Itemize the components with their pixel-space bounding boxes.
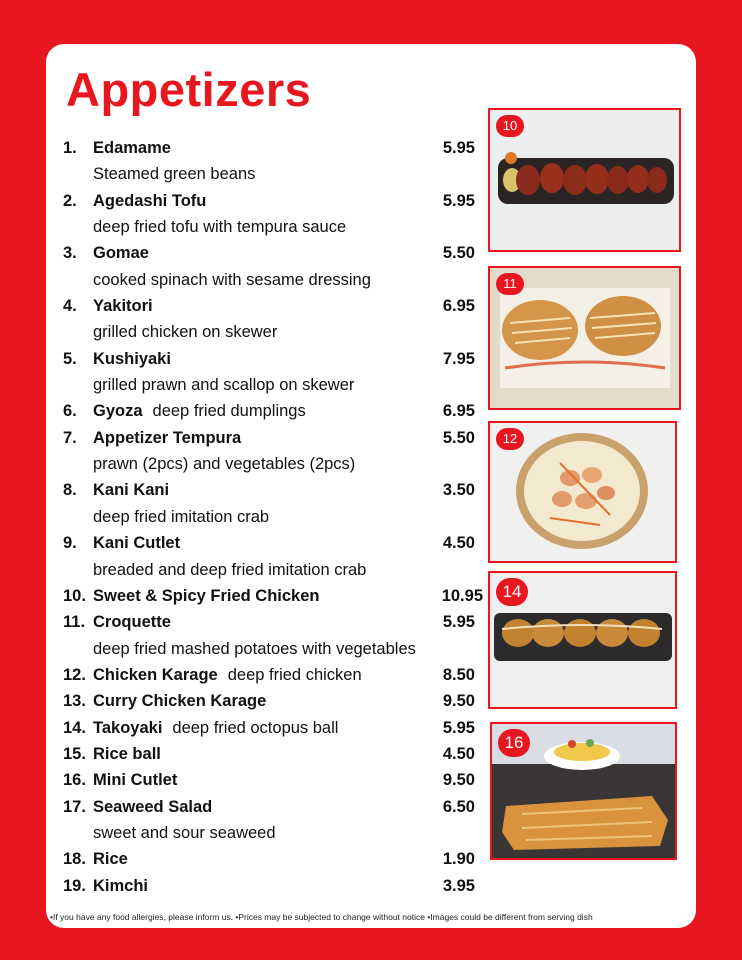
- menu-item-name-text: Croquette: [93, 613, 171, 632]
- menu-item-price: 5.95: [442, 613, 475, 632]
- menu-item-number: 1.: [63, 139, 77, 157]
- menu-item: [63, 741, 483, 767]
- menu-item: [63, 293, 483, 319]
- menu-item: [63, 846, 483, 872]
- menu-item-number: 12.: [63, 665, 86, 684]
- menu-item-name-text: Kani Kani: [93, 481, 170, 500]
- menu-item-description-line: [63, 636, 483, 662]
- menu-item-description-line: [63, 820, 483, 846]
- menu-item: [63, 715, 483, 741]
- photo-11: [488, 266, 681, 410]
- menu-item-name-text: Yakitori: [93, 297, 153, 316]
- menu-list: [63, 135, 483, 899]
- photo-14: [488, 571, 677, 709]
- menu-item-description: deep fried imitation crab: [93, 507, 270, 526]
- menu-item-name: [93, 767, 177, 793]
- menu-item-description: deep fried octopus ball: [172, 718, 339, 737]
- menu-item-name: [93, 741, 161, 767]
- menu-item-number: 6.: [63, 402, 77, 421]
- menu-item-name: [93, 240, 149, 266]
- menu-item-number: 2.: [63, 191, 77, 210]
- photo-badge-16: 16: [498, 729, 530, 757]
- menu-item-price: 5.50: [442, 244, 475, 263]
- menu-item: [63, 662, 483, 688]
- menu-item-number: 7.: [63, 428, 77, 447]
- photo-badge-12: 12: [496, 428, 524, 450]
- menu-item-price: 7.95: [442, 349, 475, 368]
- menu-item: [63, 398, 483, 424]
- menu-item-name-text: Rice: [93, 850, 128, 869]
- menu-item-name-text: Edamame: [93, 139, 171, 157]
- menu-item-description-line: [63, 161, 483, 187]
- menu-item: [63, 794, 483, 820]
- menu-item-description-line: [63, 267, 483, 293]
- menu-item-number: 13.: [63, 692, 86, 711]
- menu-item-name-text: Kushiyaki: [93, 349, 171, 368]
- menu-card: [46, 44, 696, 928]
- menu-item-number: 5.: [63, 349, 77, 368]
- menu-item-description-line: [63, 319, 483, 345]
- menu-item-description-line: [63, 372, 483, 398]
- menu-item-number: 18.: [63, 850, 86, 869]
- menu-item-name-text: Kani Cutlet: [93, 534, 181, 553]
- menu-item-number: 3.: [63, 244, 77, 263]
- menu-item-description-line: [63, 557, 483, 583]
- menu-item-description: sweet and sour seaweed: [93, 823, 276, 842]
- menu-item-number: 10.: [63, 586, 86, 605]
- menu-item-name: [93, 398, 306, 424]
- menu-item-name-text: Seaweed Salad: [93, 797, 213, 816]
- menu-item-description-line: [63, 504, 483, 530]
- menu-item-name-text: Mini Cutlet: [93, 771, 178, 790]
- menu-item: [63, 583, 483, 609]
- menu-item-name: [93, 715, 338, 741]
- menu-item-name-text: Chicken Karage: [93, 665, 218, 684]
- menu-item-number: 9.: [63, 534, 77, 553]
- footer-note: •If you have any food allergies, please inform us. •Prices may be subjected to change without notice •Images could be different from serving dish: [50, 912, 593, 922]
- menu-item-number: 15.: [63, 744, 86, 763]
- menu-item-name: [93, 794, 212, 820]
- menu-item-number: 17.: [63, 797, 86, 816]
- menu-item-price: 1.90: [442, 850, 475, 869]
- menu-item-price: 6.95: [442, 402, 475, 421]
- photo-badge-14: 14: [496, 578, 528, 606]
- menu-item: [63, 477, 483, 503]
- menu-item-number: 19.: [63, 876, 86, 895]
- menu-item: [63, 425, 483, 451]
- menu-item-price: 9.50: [442, 771, 475, 790]
- menu-item-description: deep fried mashed potatoes with vegetables: [93, 639, 416, 658]
- menu-item: [63, 609, 483, 635]
- menu-item-number: 8.: [63, 481, 77, 500]
- menu-item-name: [93, 135, 171, 161]
- menu-item-price: 8.50: [442, 665, 475, 684]
- menu-item-price: 6.95: [442, 297, 475, 316]
- menu-item-name-text: Takoyaki: [93, 718, 163, 737]
- menu-item-number: 4.: [63, 297, 77, 316]
- menu-item-name: [93, 188, 206, 214]
- menu-item-description-line: [63, 451, 483, 477]
- menu-item-name-text: Appetizer Tempura: [93, 428, 242, 447]
- menu-item-name-text: Sweet & Spicy Fried Chicken: [93, 586, 320, 605]
- menu-item-description: breaded and deep fried imitation crab: [93, 560, 367, 579]
- menu-item-name: [93, 609, 171, 635]
- menu-item-number: 14.: [63, 718, 86, 737]
- menu-item: [63, 135, 483, 161]
- menu-item: [63, 767, 483, 793]
- menu-item: [63, 240, 483, 266]
- photo-16: [490, 722, 677, 860]
- menu-item-price: 3.95: [442, 876, 475, 895]
- menu-item-description: deep fried dumplings: [152, 402, 306, 421]
- menu-item: [63, 530, 483, 556]
- menu-item-name-text: Kimchi: [93, 876, 149, 895]
- menu-item-name-text: Gyoza: [93, 402, 143, 421]
- menu-item-name: [93, 293, 153, 319]
- menu-item-name-text: Agedashi Tofu: [93, 191, 207, 210]
- menu-item-name-text: Curry Chicken Karage: [93, 692, 267, 711]
- menu-item-name: [93, 662, 362, 688]
- menu-item-description: deep fried tofu with tempura sauce: [93, 218, 347, 237]
- menu-item-description: grilled prawn and scallop on skewer: [93, 376, 355, 395]
- menu-item-name: [93, 873, 148, 899]
- menu-item-name: [93, 477, 169, 503]
- menu-item-name: [93, 583, 320, 609]
- menu-item: [63, 688, 483, 714]
- menu-item-price: 10.95: [441, 586, 483, 605]
- menu-item-name: [93, 346, 171, 372]
- menu-item-description: cooked spinach with sesame dressing: [93, 270, 371, 289]
- menu-item: [63, 346, 483, 372]
- menu-item-price: 4.50: [442, 744, 475, 763]
- photo-badge-11: 11: [496, 273, 524, 295]
- menu-item-name-text: Rice ball: [93, 744, 161, 763]
- menu-item-name: [93, 425, 241, 451]
- photo-12: [488, 421, 677, 563]
- menu-item-price: 5.95: [442, 139, 475, 157]
- menu-item-description: grilled chicken on skewer: [93, 323, 278, 342]
- menu-item-price: 3.50: [442, 481, 475, 500]
- menu-item-price: 5.95: [442, 191, 475, 210]
- menu-item-name: [93, 846, 128, 872]
- menu-item-price: 5.95: [442, 718, 475, 737]
- photo-10: [488, 108, 681, 252]
- menu-item-description: Steamed green beans: [93, 165, 256, 184]
- menu-item-number: 16.: [63, 771, 86, 790]
- page-title: Appetizers: [66, 63, 312, 116]
- menu-item-name: [93, 530, 180, 556]
- menu-item: [63, 873, 483, 899]
- menu-item: [63, 188, 483, 214]
- menu-item-description: prawn (2pcs) and vegetables (2pcs): [93, 455, 356, 474]
- menu-item-name-text: Gomae: [93, 244, 149, 263]
- menu-item-price: 5.50: [442, 428, 475, 447]
- menu-item-price: 9.50: [442, 692, 475, 711]
- photo-badge-10: 10: [496, 115, 524, 137]
- menu-item-name: [93, 688, 266, 714]
- menu-item-description-line: [63, 214, 483, 240]
- menu-item-number: 11.: [63, 613, 86, 632]
- menu-item-price: 6.50: [442, 797, 475, 816]
- menu-item-description: deep fried chicken: [227, 665, 362, 684]
- menu-item-price: 4.50: [442, 534, 475, 553]
